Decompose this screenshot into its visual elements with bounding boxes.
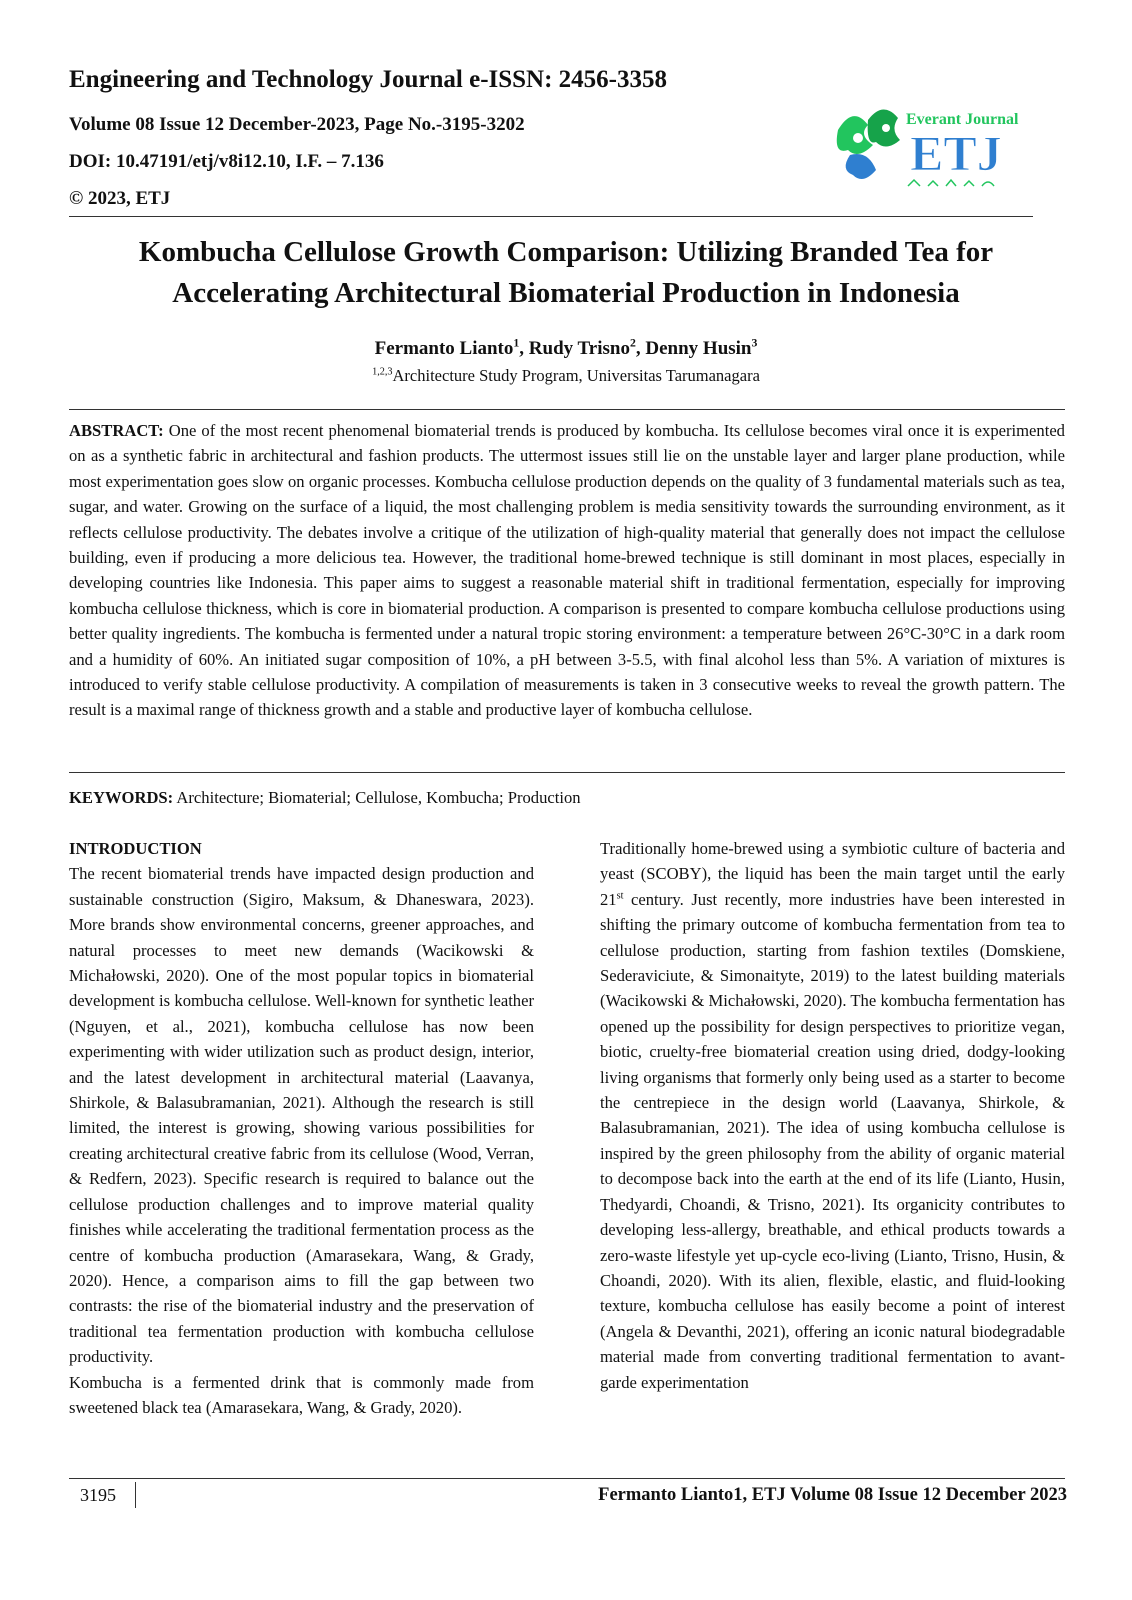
author-3-sup: 3 — [751, 336, 758, 350]
keywords — [69, 788, 1065, 808]
abstract-label: ABSTRACT: — [69, 421, 164, 440]
etj-logo — [828, 100, 1038, 200]
page-number: 3195 — [80, 1485, 116, 1505]
intro-paragraph-2: Kombucha is a fermented drink that is commonly made from sweetened black tea (Amarasekara, Wang, & Grady, 2020). — [69, 1372, 534, 1417]
copyright: © 2023, ETJ — [69, 188, 171, 209]
author-2-sup: 2 — [629, 336, 636, 350]
intro-paragraph-3-start: Traditionally home-brewed using a symbiotic culture of bacteria and yeast (SCOBY), the liquid has been the main target until the early 21 — [600, 839, 1065, 909]
century-sup: st — [616, 890, 624, 902]
author-2: Rudy Trisno — [528, 338, 630, 359]
author-3: Denny Husin — [645, 338, 752, 359]
abstract-top-rule — [69, 409, 1065, 410]
affiliation — [60, 366, 1072, 386]
doi-info: DOI: 10.47191/etj/v8i12.10, I.F. – 7.136 — [69, 151, 384, 172]
intro-paragraph-1: The recent biomaterial trends have impacted design production and sustainable construction (Sigiro, Maksum, & Dhaneswara, 2023). More brands show environmental concerns, greener approaches, and natural processes to meet new demands (Wacikowski & Michałowski, 2020). One of the most popular topics in biomaterial development is kombucha cellulose. Well-known for synthetic leather (Nguyen, et al., 2021), kombucha cellulose has now been experimenting with wider utilization such as product design, interior, and the latest development in architectural material (Laavanya, Shirkole, & Balasubramanian, 2021). Although the research is still limited, the interest is growing, showing various possibilities for creating architectural creative fabric from its cellulose (Wood, Verran, & Redfern, 2023). Specific research is required to balance out the cellulose production challenges and to improve material quality finishes while accelerating the traditional fermentation process as the centre of kombucha production (Amarasekara, Wang, & Grady, 2020). Hence, a comparison aims to fill the gap between two contrasts: the rise of the biomaterial industry and the preservation of traditional tea fermentation production with kombucha cellulose productivity. — [69, 864, 534, 1367]
body-column-right — [600, 836, 1065, 1395]
paper-title-line-1: Kombucha Cellulose Growth Comparison: Utilizing Branded Tea for — [138, 236, 994, 268]
author-1: Fermanto Lianto — [374, 338, 514, 359]
journal-title: Engineering and Technology Journal e-ISSN: 2456-3358 — [69, 66, 668, 93]
body-column-left — [69, 836, 534, 1420]
paper-title-line-2: Accelerating Architectural Biomaterial Production in Indonesia — [172, 277, 960, 309]
author-list: Fermanto Lianto$^1$, Rudy Trisno$^2$, Denny Husin$^3$ — [374, 336, 758, 359]
abstract — [69, 418, 1065, 723]
abstract-bottom-rule — [69, 772, 1065, 773]
footer-divider — [135, 1482, 136, 1508]
author-1-sup: 1 — [513, 336, 520, 350]
intro-paragraph-3 — [600, 836, 1065, 1395]
keywords-text: Architecture; Biomaterial; Cellulose, Kombucha; Production — [176, 788, 581, 807]
logo-top-text: Everant Journal — [906, 111, 1019, 128]
volume-info: Volume 08 Issue 12 December-2023, Page No.-3195-3202 — [69, 114, 525, 135]
header-rule — [69, 216, 1033, 217]
running-footer: Fermanto Lianto1, ETJ Volume 08 Issue 12 December 2023 — [598, 1485, 1067, 1505]
abstract-text: One of the most recent phenomenal biomaterial trends is produced by kombucha. Its cellulose becomes viral once it is experimented on as a synthetic fabric in architectural and fashion products. The uttermost issues still lie on the unstable layer and larger plane production, while most experimentation goes slow on organic processes. Kombucha cellulose production depends on the quality of 3 fundamental materials such as tea, sugar, and water. Growing on the surface of a liquid, the most challenging problem is media sensitivity towards the surrounding environment, as it reflects cellulose productivity. The debates involve a critique of the utilization of high-quality material that generally does not impact the cellulose building, even if producing a more delicious tea. However, the traditional home-brewed technique is still dominant in most places, especially in developing countries like Indonesia. This paper aims to suggest a reasonable material shift in traditional fermentation, especially for improving kombucha cellulose thickness, which is core in biomaterial production. A comparison is presented to compare kombucha cellulose productions using better quality ingredients. The kombucha is fermented under a natural tropic storing environment: a temperature between 26°C-30°C in a dark room and a humidity of 60%. An initiated sugar composition of 10%, a pH between 3-5.5, with final alcohol less than 5%. A variation of mixtures is introduced to verify stable cellulose productivity. A compilation of measurements is taken in 3 consecutive weeks to reveal the growth pattern. The result is a maximal range of thickness growth and a stable and productive layer of kombucha cellulose. — [69, 421, 1065, 720]
affiliation-sup: 1,2,3 — [372, 366, 393, 378]
footer-rule — [69, 1478, 1065, 1479]
paper-title — [60, 232, 1072, 314]
affiliation-text: Architecture Study Program, Universitas Tarumanagara — [392, 366, 760, 385]
logo-leaf-icon — [837, 109, 900, 179]
intro-paragraph-3-rest: century. Just recently, more industries have been interested in shifting the primary outcome of kombucha fermentation from tea to cellulose production, starting from fashion textiles (Domskiene, Sederaviciute, & Simonaityte, 2019) to the latest building materials (Wacikowski & Michałowski, 2020). The kombucha fermentation has opened up the possibility for design perspectives to prioritize vegan, biotic, cruelty-free biomaterial creation using dried, dodgy-looking living organisms that formerly only being used as a starter to become the centrepiece in the design world (Laavanya, Shirkole, & Balasubramanian, 2021). The idea of using kombucha cellulose is inspired by the green philosophy from the ability of organic material to decompose back into the earth at the end of its life (Lianto, Husin, Thedyardi, Choandi, & Trisno, 2021). Its organicity contributes to developing less-allergy, breathable, and ethical products towards a zero-waste lifestyle yet up-cycle eco-living (Lianto, Trisno, Husin, & Choandi, 2020). With its alien, flexible, elastic, and fluid-looking texture, kombucha cellulose has easily become a point of interest (Angela & Devanthi, 2021), offering an iconic natural biodegradable material made from converting traditional fermentation to avant-garde experimentation — [600, 889, 1065, 1392]
keywords-label: KEYWORDS: — [69, 788, 174, 807]
introduction-heading: INTRODUCTION — [69, 839, 202, 858]
logo-main-text: ETJ — [910, 125, 1002, 181]
